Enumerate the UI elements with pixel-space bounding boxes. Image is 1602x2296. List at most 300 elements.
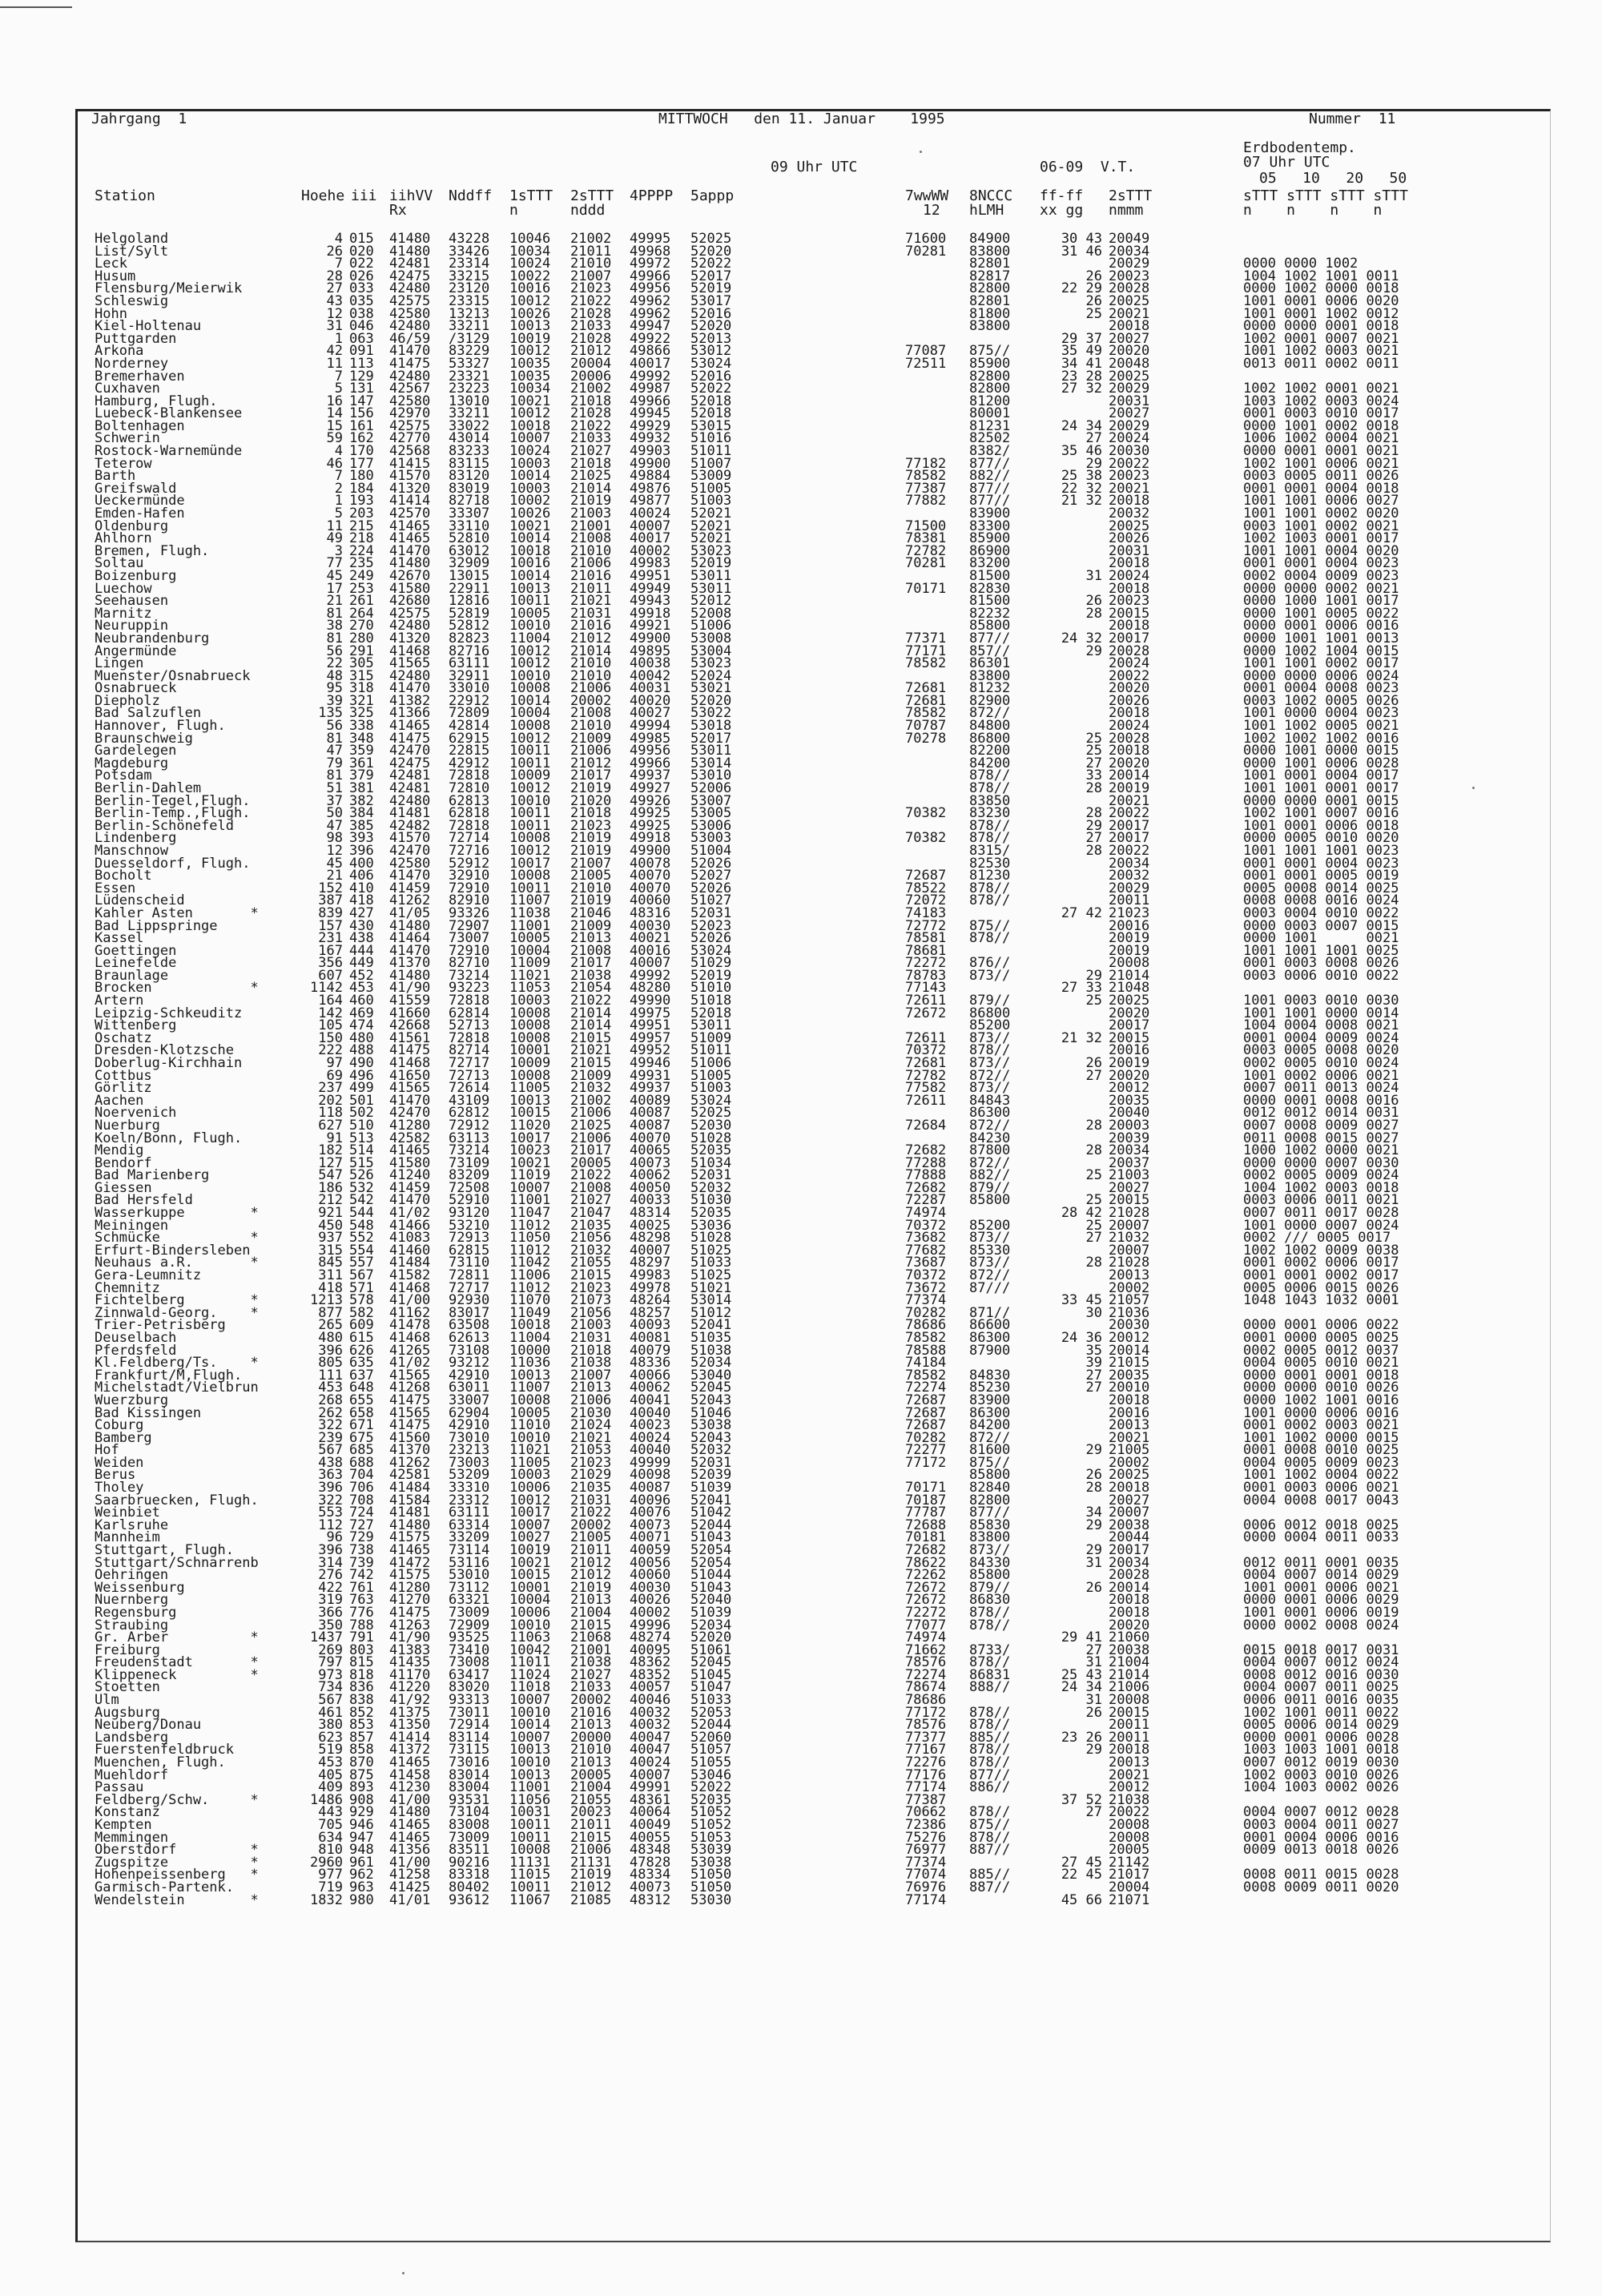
table-row (0, 233, 1602, 245)
cell-4pppp: 40032 (630, 1704, 671, 1721)
cell-iihvv: 42482 (389, 817, 431, 834)
cell-4pppp: 49999 (630, 1454, 671, 1471)
cell-2sttt: 21004 (570, 1604, 612, 1621)
cell-soil: 1001 0000 0004 0023 (1243, 705, 1399, 722)
cell-1sttt: 10014 (509, 692, 551, 709)
cell-ff: 22 45 (1061, 1867, 1102, 1883)
cell-nddff: 72811 (449, 1267, 490, 1283)
cell-7wwww: 78681 (905, 942, 947, 959)
cell-5appp: 52025 (690, 231, 732, 247)
cell-nddff: 42912 (449, 755, 490, 771)
cell-5appp: 53021 (690, 680, 732, 697)
cell-1sttt: 10012 (509, 405, 551, 422)
cell-station: Schwerin (95, 430, 160, 447)
cell-5appp: 52053 (690, 1704, 732, 1721)
cell-2sttt-b: 20039 (1109, 1130, 1150, 1146)
cell-nddff: 33110 (449, 518, 490, 534)
cell-8nccc: 86600 (969, 1317, 1011, 1334)
cell-2sttt: 21031 (570, 605, 612, 622)
cell-4pppp: 48361 (630, 1791, 671, 1808)
cell-5appp: 52044 (690, 1517, 732, 1533)
cell-5appp: 52043 (690, 1429, 732, 1446)
cell-iihvv: 41375 (389, 1704, 431, 1721)
cell-2sttt: 21010 (570, 1742, 612, 1758)
cell-4pppp: 49951 (630, 1017, 671, 1034)
cell-soil: 1001 0001 0006 0019 (1243, 1604, 1399, 1621)
cell-8nccc: 885// (969, 1867, 1011, 1883)
cell-8nccc: 82900 (969, 692, 1011, 709)
cell-2sttt-b: 21015 (1109, 1355, 1150, 1372)
cell-5appp: 53007 (690, 792, 732, 809)
cell-8nccc: 84843 (969, 1092, 1011, 1109)
cell-2sttt: 21009 (570, 1067, 612, 1084)
cell-hoehe: 443 (318, 1804, 343, 1821)
cell-iihvv: 41/00 (389, 1791, 431, 1808)
cell-2sttt-b: 20024 (1109, 430, 1150, 447)
cell-2sttt-b: 20008 (1109, 955, 1150, 972)
cell-5appp: 53003 (690, 830, 732, 847)
cell-1sttt: 11049 (509, 1304, 551, 1321)
cell-nddff: 73109 (449, 1154, 490, 1171)
cell-5appp: 51028 (690, 1230, 732, 1247)
cell-1sttt: 10008 (509, 1017, 551, 1034)
cell-5appp: 51034 (690, 1154, 732, 1171)
cell-2sttt-b: 20029 (1109, 256, 1150, 272)
cell-1sttt: 10017 (509, 1504, 551, 1521)
cell-2sttt-b: 20023 (1109, 268, 1150, 284)
cell-1sttt: 10009 (509, 767, 551, 784)
cell-2sttt: 21022 (570, 417, 612, 434)
cell-iii: 724 (349, 1504, 374, 1521)
cell-8nccc: 86830 (969, 1592, 1011, 1609)
cell-2sttt-b: 20018 (1109, 555, 1150, 572)
cell-8nccc: 86300 (969, 1329, 1011, 1346)
cell-2sttt-b: 20031 (1109, 542, 1150, 559)
cell-4pppp: 49956 (630, 743, 671, 759)
cell-iihvv: 41372 (389, 1742, 431, 1758)
cell-iihvv: 41565 (389, 1080, 431, 1097)
cell-1sttt: 10008 (509, 680, 551, 697)
cell-5appp: 51033 (690, 1255, 732, 1271)
cell-iii: 379 (349, 767, 374, 784)
cell-soil: 0000 1001 0021 (1243, 930, 1399, 946)
cell-iii: 635 (349, 1355, 374, 1372)
cell-hoehe: 396 (318, 1542, 343, 1558)
cell-7wwww: 72687 (905, 1392, 947, 1408)
cell-iihvv: 41480 (389, 1804, 431, 1821)
cell-4pppp: 48336 (630, 1355, 671, 1372)
cell-iihvv: 42770 (389, 430, 431, 447)
cell-2sttt: 21006 (570, 1842, 612, 1859)
cell-8nccc: 83800 (969, 243, 1011, 260)
cell-hoehe: 22 (326, 655, 343, 672)
cell-8nccc: 882// (969, 1167, 1011, 1184)
cell-4pppp: 40055 (630, 1829, 671, 1846)
cell-ff: 25 (1085, 743, 1102, 759)
cell-1sttt: 10010 (509, 618, 551, 634)
cell-station: Boizenburg (95, 567, 177, 584)
cell-hoehe: 363 (318, 1467, 343, 1484)
cell-iihvv: 41262 (389, 892, 431, 909)
cell-2sttt: 21029 (570, 1467, 612, 1484)
cell-soil: 0000 1001 0000 0015 (1243, 743, 1399, 759)
cell-8nccc: 83800 (969, 318, 1011, 335)
cell-soil: 1002 1001 0006 0021 (1243, 455, 1399, 472)
cell-5appp: 51011 (690, 1042, 732, 1059)
cell-5appp: 51038 (690, 1342, 732, 1359)
cell-nddff: 13213 (449, 305, 490, 322)
cell-2sttt-b: 20034 (1109, 1554, 1150, 1571)
cell-nddff: 72714 (449, 830, 490, 847)
cell-8nccc: 80001 (969, 405, 1011, 422)
cell-5appp: 53018 (690, 718, 732, 734)
cell-2sttt-b: 21028 (1109, 1205, 1150, 1221)
cell-soil: 0007 0011 0017 0028 (1243, 1205, 1399, 1221)
cell-iihvv: 41370 (389, 1442, 431, 1459)
cell-1sttt: 10001 (509, 1579, 551, 1596)
cell-iii: 325 (349, 705, 374, 722)
top-edge-line (0, 6, 72, 8)
cell-station: Gr. Arber * (95, 1629, 259, 1646)
cell-1sttt: 10021 (509, 393, 551, 409)
cell-5appp: 53011 (690, 743, 732, 759)
cell-4pppp: 40017 (630, 530, 671, 547)
cell-1sttt: 10012 (509, 343, 551, 360)
cell-5appp: 53046 (690, 1766, 732, 1783)
cell-ff: 27 33 (1061, 980, 1102, 997)
cell-station: Bad Hersfeld (95, 1192, 193, 1209)
cell-2sttt-b: 20024 (1109, 567, 1150, 584)
cell-ff: 25 43 (1061, 1666, 1102, 1683)
cell-hoehe: 405 (318, 1766, 343, 1783)
cell-station: Aachen (95, 1092, 144, 1109)
cell-hoehe: 16 (326, 393, 343, 409)
cell-7wwww: 77387 (905, 480, 947, 497)
cell-soil: 1004 0004 0008 0021 (1243, 1017, 1399, 1034)
cell-iii: 961 (349, 1854, 374, 1871)
cell-nddff: 33007 (449, 1392, 490, 1408)
cell-iii: 685 (349, 1442, 374, 1459)
cell-iii: 513 (349, 1130, 374, 1146)
cell-1sttt: 10026 (509, 305, 551, 322)
col-ff: ff-ff (1040, 187, 1084, 204)
cell-iii: 704 (349, 1467, 374, 1484)
cell-5appp: 53010 (690, 767, 732, 784)
cell-5appp: 51025 (690, 1267, 732, 1283)
cell-iii: 348 (349, 730, 374, 747)
cell-5appp: 51030 (690, 1192, 732, 1209)
cell-8nccc: 878// (969, 1617, 1011, 1633)
cell-2sttt: 21023 (570, 817, 612, 834)
cell-nddff: 32910 (449, 868, 490, 884)
cell-7wwww: 77787 (905, 1504, 947, 1521)
cell-nddff: 62915 (449, 730, 490, 747)
cell-5appp: 52054 (690, 1554, 732, 1571)
cell-5appp: 51012 (690, 1304, 732, 1321)
cell-2sttt: 21008 (570, 942, 612, 959)
cell-nddff: 83114 (449, 1729, 490, 1746)
cell-8nccc: 8733/ (969, 1641, 1011, 1658)
cell-iihvv: 41220 (389, 1679, 431, 1696)
cell-8nccc: 82800 (969, 280, 1011, 297)
cell-4pppp: 40027 (630, 705, 671, 722)
cell-8nccc: 84830 (969, 1367, 1011, 1384)
cell-4pppp: 40087 (630, 1117, 671, 1134)
cell-8nccc: 873// (969, 1255, 1011, 1271)
cell-2sttt-b: 20049 (1109, 231, 1150, 247)
cell-hoehe: 409 (318, 1779, 343, 1796)
cell-ff: 31 46 (1061, 243, 1102, 260)
cell-ff: 27 42 (1061, 904, 1102, 921)
cell-7wwww: 77288 (905, 1154, 947, 1171)
cell-hoehe: 719 (318, 1879, 343, 1895)
cell-5appp: 52019 (690, 555, 732, 572)
cell-2sttt-b: 20020 (1109, 755, 1150, 771)
cell-5appp: 52006 (690, 780, 732, 796)
cell-1sttt: 10022 (509, 268, 551, 284)
cell-8nccc: 81200 (969, 393, 1011, 409)
cell-2sttt-b: 20013 (1109, 1754, 1150, 1770)
cell-iii: 022 (349, 256, 374, 272)
cell-hoehe: 118 (318, 1105, 343, 1122)
cell-2sttt-b: 20017 (1109, 830, 1150, 847)
cell-hoehe: 26 (326, 243, 343, 260)
cell-2sttt: 21033 (570, 318, 612, 335)
cell-ff: 26 (1085, 1579, 1102, 1596)
cell-8nccc: 83300 (969, 518, 1011, 534)
cell-2sttt-b: 20015 (1109, 605, 1150, 622)
cell-ff: 33 45 (1061, 1292, 1102, 1309)
cell-2sttt: 21006 (570, 1392, 612, 1408)
cell-7wwww: 72687 (905, 868, 947, 884)
cell-4pppp: 49932 (630, 430, 671, 447)
cell-station: Diepholz (95, 692, 160, 709)
cell-station: Berlin-Temp.,Flugh. (95, 805, 251, 822)
cell-5appp: 52026 (690, 930, 732, 946)
cell-1sttt: 10013 (509, 1092, 551, 1109)
cell-iii: 836 (349, 1679, 374, 1696)
cell-iihvv: 42582 (389, 1130, 431, 1146)
cell-4pppp: 40038 (630, 655, 671, 672)
cell-soil: 0005 0006 0015 0026 (1243, 1279, 1399, 1296)
cell-2sttt-b: 20018 (1109, 1604, 1150, 1621)
cell-4pppp: 49926 (630, 792, 671, 809)
cell-iihvv: 42480 (389, 318, 431, 335)
cell-1sttt: 11070 (509, 1292, 551, 1309)
cell-ff: 25 (1085, 1217, 1102, 1234)
cell-iihvv: 41650 (389, 1067, 431, 1084)
cell-station: Duesseldorf, Flugh. (95, 855, 251, 872)
cell-iii: 129 (349, 368, 374, 385)
cell-nddff: 33211 (449, 318, 490, 335)
cell-iii: 291 (349, 642, 374, 659)
cell-hoehe: 50 (326, 805, 343, 822)
cell-1sttt: 10003 (509, 480, 551, 497)
cell-iihvv: 41465 (389, 1542, 431, 1558)
cell-5appp: 51021 (690, 1279, 732, 1296)
cell-8nccc: 81500 (969, 593, 1011, 610)
cell-station: Görlitz (95, 1080, 152, 1097)
cell-2sttt-b: 21006 (1109, 1679, 1150, 1696)
cell-2sttt: 21046 (570, 904, 612, 921)
cell-2sttt: 21055 (570, 1255, 612, 1271)
cell-7wwww: 72274 (905, 1666, 947, 1683)
cell-1sttt: 10008 (509, 868, 551, 884)
cell-hoehe: 623 (318, 1729, 343, 1746)
cell-soil: 0001 0003 0008 0026 (1243, 955, 1399, 972)
cell-1sttt: 10026 (509, 506, 551, 522)
table-row (0, 1492, 1602, 1509)
cell-nddff: 23321 (449, 368, 490, 385)
cell-iii: 280 (349, 630, 374, 647)
cell-station: Hannover, Flugh. (95, 718, 226, 734)
cell-iihvv: 41465 (389, 518, 431, 534)
cell-8nccc: 86300 (969, 1404, 1011, 1421)
cell-iii: 156 (349, 405, 374, 422)
cell-nddff: 33310 (449, 1480, 490, 1496)
cell-2sttt: 21018 (570, 1342, 612, 1359)
cell-iii: 162 (349, 430, 374, 447)
cell-station: Hamburg, Flugh. (95, 393, 218, 409)
cell-4pppp: 40089 (630, 1092, 671, 1109)
cell-station: Muenster/Osnabrueck (95, 667, 251, 684)
cell-iihvv: 42481 (389, 767, 431, 784)
cell-2sttt-b: 20023 (1109, 593, 1150, 610)
cell-nddff: 23314 (449, 256, 490, 272)
cell-2sttt-b: 20015 (1109, 1192, 1150, 1209)
cell-1sttt: 10012 (509, 842, 551, 859)
cell-hoehe: 418 (318, 1279, 343, 1296)
cell-2sttt-b: 21014 (1109, 1666, 1150, 1683)
cell-2sttt: 21015 (570, 1829, 612, 1846)
cell-7wwww: 78381 (905, 530, 947, 547)
cell-ff: 24 36 (1061, 1329, 1102, 1346)
cell-5appp: 52041 (690, 1317, 732, 1334)
cell-iihvv: 41582 (389, 1267, 431, 1283)
cell-soil: 0000 1002 0000 0018 (1243, 280, 1399, 297)
cell-soil: 0001 0003 0010 0017 (1243, 405, 1399, 422)
cell-iii: 385 (349, 817, 374, 834)
cell-iii: 980 (349, 1891, 374, 1908)
cell-iii: 791 (349, 1629, 374, 1646)
cell-iihvv: 41320 (389, 480, 431, 497)
cell-station: Cuxhaven (95, 381, 160, 397)
cell-7wwww: 70662 (905, 1804, 947, 1821)
cell-hoehe: 182 (318, 1142, 343, 1159)
cell-nddff: 93525 (449, 1629, 490, 1646)
cell-iihvv: 46/59 (389, 330, 431, 347)
cell-hoehe: 49 (326, 530, 343, 547)
cell-7wwww: 77371 (905, 630, 947, 647)
cell-nddff: 83511 (449, 1842, 490, 1859)
cell-2sttt-b: 20019 (1109, 780, 1150, 796)
cell-nddff: 83209 (449, 1167, 490, 1184)
cell-station: Puttgarden (95, 330, 177, 347)
cell-station: Magdeburg (95, 755, 169, 771)
cell-hoehe: 135 (318, 705, 343, 722)
cell-7wwww: 72386 (905, 1816, 947, 1833)
cell-2sttt: 21008 (570, 530, 612, 547)
cell-ff: 29 41 (1061, 1629, 1102, 1646)
cell-hoehe: 81 (326, 605, 343, 622)
cell-2sttt-b: 21004 (1109, 1654, 1150, 1671)
cell-5appp: 52022 (690, 1779, 732, 1796)
cell-station: Marnitz (95, 605, 152, 622)
cell-soil: 1001 0002 0006 0021 (1243, 1067, 1399, 1084)
cell-iihvv: 41484 (389, 1255, 431, 1271)
cell-soil: 0004 0005 0010 0021 (1243, 1355, 1399, 1372)
cell-station: Neuberg/Donau (95, 1717, 202, 1734)
cell-station: List/Sylt (95, 243, 169, 260)
cell-station: Passau (95, 1779, 144, 1796)
cell-ff: 24 32 (1061, 630, 1102, 647)
cell-station: Leipzig-Schkeuditz (95, 1005, 243, 1021)
cell-iihvv: 41465 (389, 718, 431, 734)
cell-4pppp: 49877 (630, 493, 671, 510)
cell-2sttt-b: 20023 (1109, 468, 1150, 485)
cell-8nccc: 878// (969, 1717, 1011, 1734)
cell-2sttt: 21031 (570, 1492, 612, 1509)
cell-soil: 1002 1002 0001 0021 (1243, 381, 1399, 397)
cell-8nccc: 81230 (969, 868, 1011, 884)
cell-2sttt: 21006 (570, 555, 612, 572)
cell-8nccc: 878// (969, 817, 1011, 834)
cell-soil: 0013 0011 0002 0011 (1243, 355, 1399, 372)
cell-iihvv: 41414 (389, 493, 431, 510)
cell-7wwww: 70372 (905, 1267, 947, 1283)
cell-4pppp: 49951 (630, 567, 671, 584)
cell-4pppp: 49966 (630, 268, 671, 284)
cell-8nccc: 857// (969, 642, 1011, 659)
cell-station: Lüdenscheid (95, 892, 185, 909)
cell-nddff: 22912 (449, 692, 490, 709)
cell-2sttt-b: 20018 (1109, 493, 1150, 510)
cell-8nccc: 81500 (969, 567, 1011, 584)
cell-8nccc: 873// (969, 967, 1011, 984)
col-soil-sub: n n n n (1243, 202, 1383, 219)
cell-5appp: 51052 (690, 1804, 732, 1821)
cell-2sttt-b: 20016 (1109, 1042, 1150, 1059)
cell-2sttt-b: 20005 (1109, 1842, 1150, 1859)
cell-soil: 0001 0002 0003 0021 (1243, 1417, 1399, 1433)
cell-1sttt: 10001 (509, 1042, 551, 1059)
cell-8nccc: 878// (969, 930, 1011, 946)
cell-soil: 0000 0001 0006 0028 (1243, 1729, 1399, 1746)
cell-2sttt: 21028 (570, 305, 612, 322)
cell-hoehe: 1486 (310, 1791, 343, 1808)
cell-7wwww: 72672 (905, 1592, 947, 1609)
cell-hoehe: 607 (318, 967, 343, 984)
cell-iii: 963 (349, 1879, 374, 1895)
cell-nddff: 93223 (449, 980, 490, 997)
cell-iii: 490 (349, 1054, 374, 1071)
cell-station: Artern (95, 993, 144, 1009)
cell-soil: 0005 0006 0014 0029 (1243, 1717, 1399, 1734)
cell-nddff: 82710 (449, 955, 490, 972)
cell-iihvv: 41475 (389, 730, 431, 747)
cell-soil: 1001 0001 0006 0018 (1243, 817, 1399, 834)
cell-8nccc: 85800 (969, 618, 1011, 634)
cell-4pppp: 40024 (630, 1429, 671, 1446)
cell-7wwww: 70372 (905, 1217, 947, 1234)
cell-iihvv: 41170 (389, 1666, 431, 1683)
cell-5appp: 52021 (690, 530, 732, 547)
cell-iii: 929 (349, 1804, 374, 1821)
cell-5appp: 51028 (690, 1130, 732, 1146)
cell-2sttt: 21027 (570, 1666, 612, 1683)
cell-2sttt: 21018 (570, 455, 612, 472)
cell-8nccc: 888// (969, 1679, 1011, 1696)
